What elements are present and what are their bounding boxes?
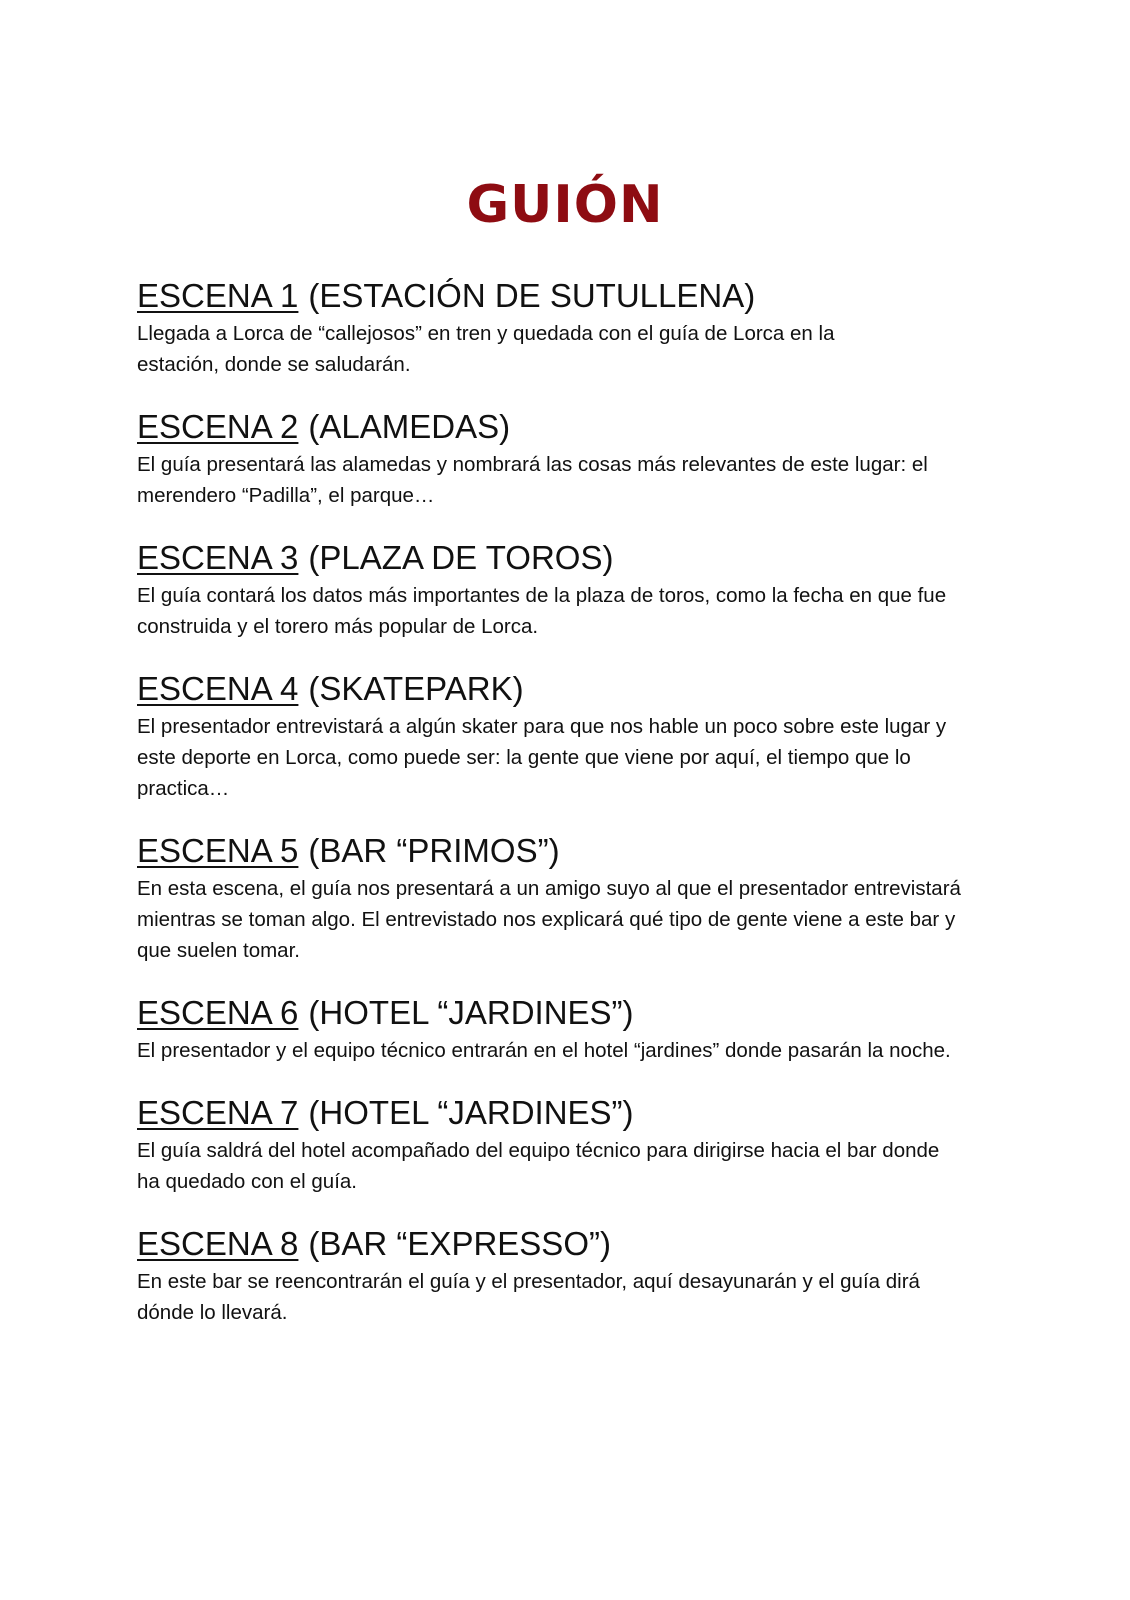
scene-place: (PLAZA DE TOROS) — [308, 539, 614, 576]
scene-place: (BAR “EXPRESSO”) — [308, 1225, 611, 1262]
scene-description: El guía presentará las alamedas y nombrará las cosas más relevantes de este lugar: el merendero “Padilla”, el parque… — [137, 453, 928, 507]
page-title: GUIÓN — [466, 174, 664, 235]
scene-number: ESCENA 2 — [137, 408, 299, 445]
scene-heading — [137, 1093, 1017, 1133]
scene-block — [137, 669, 1017, 804]
scene-number: ESCENA 4 — [137, 670, 299, 707]
scene-place: (ALAMEDAS) — [308, 408, 511, 445]
scene-description: En esta escena, el guía nos presentará a un amigo suyo al que el presentador entrevistará mientras se toman algo. El entrevistado nos explicará qué tipo de gente viene a este bar y que suelen tomar. — [137, 877, 961, 962]
scene-heading — [137, 669, 1017, 709]
scene-description: El guía saldrá del hotel acompañado del equipo técnico para dirigirse hacia el bar donde ha quedado con el guía. — [137, 1139, 940, 1193]
scene-block — [137, 831, 1017, 966]
scene-number: ESCENA 8 — [137, 1225, 299, 1262]
scene-place: (HOTEL “JARDINES”) — [308, 994, 634, 1031]
scene-block — [137, 276, 1017, 380]
scene-description: El guía contará los datos más importantes de la plaza de toros, como la fecha en que fue construida y el torero más popular de Lorca. — [137, 584, 947, 638]
scene-number: ESCENA 1 — [137, 277, 299, 314]
scene-number: ESCENA 3 — [137, 539, 299, 576]
scene-description: En este bar se reencontrarán el guía y el presentador, aquí desayunarán y el guía dirá dónde lo llevará. — [137, 1270, 920, 1324]
scene-heading — [137, 276, 1017, 316]
scene-heading — [137, 538, 1017, 578]
scene-number: ESCENA 7 — [137, 1094, 299, 1131]
scene-description: El presentador y el equipo técnico entrarán en el hotel “jardines” donde pasarán la noche. — [137, 1039, 951, 1062]
scene-block — [137, 1224, 1017, 1328]
scene-heading — [137, 993, 1017, 1033]
scene-block — [137, 407, 1017, 511]
scene-block — [137, 538, 1017, 642]
scene-heading — [137, 831, 1017, 871]
scene-description: El presentador entrevistará a algún skater para que nos hable un poco sobre este lugar y este deporte en Lorca, como puede ser: la gente que viene por aquí, el tiempo que lo practica… — [137, 715, 947, 800]
scene-list — [137, 276, 1017, 1355]
scene-place: (HOTEL “JARDINES”) — [308, 1094, 634, 1131]
scene-block — [137, 993, 1017, 1066]
scene-place: (SKATEPARK) — [308, 670, 524, 707]
scene-description: Llegada a Lorca de “callejosos” en tren y quedada con el guía de Lorca en la estación, donde se saludarán. — [137, 322, 835, 376]
scene-block — [137, 1093, 1017, 1197]
scene-place: (ESTACIÓN DE SUTULLENA) — [308, 277, 756, 314]
scene-place: (BAR “PRIMOS”) — [308, 832, 560, 869]
scene-number: ESCENA 6 — [137, 994, 299, 1031]
scene-heading — [137, 407, 1017, 447]
scene-number: ESCENA 5 — [137, 832, 299, 869]
scene-heading — [137, 1224, 1017, 1264]
